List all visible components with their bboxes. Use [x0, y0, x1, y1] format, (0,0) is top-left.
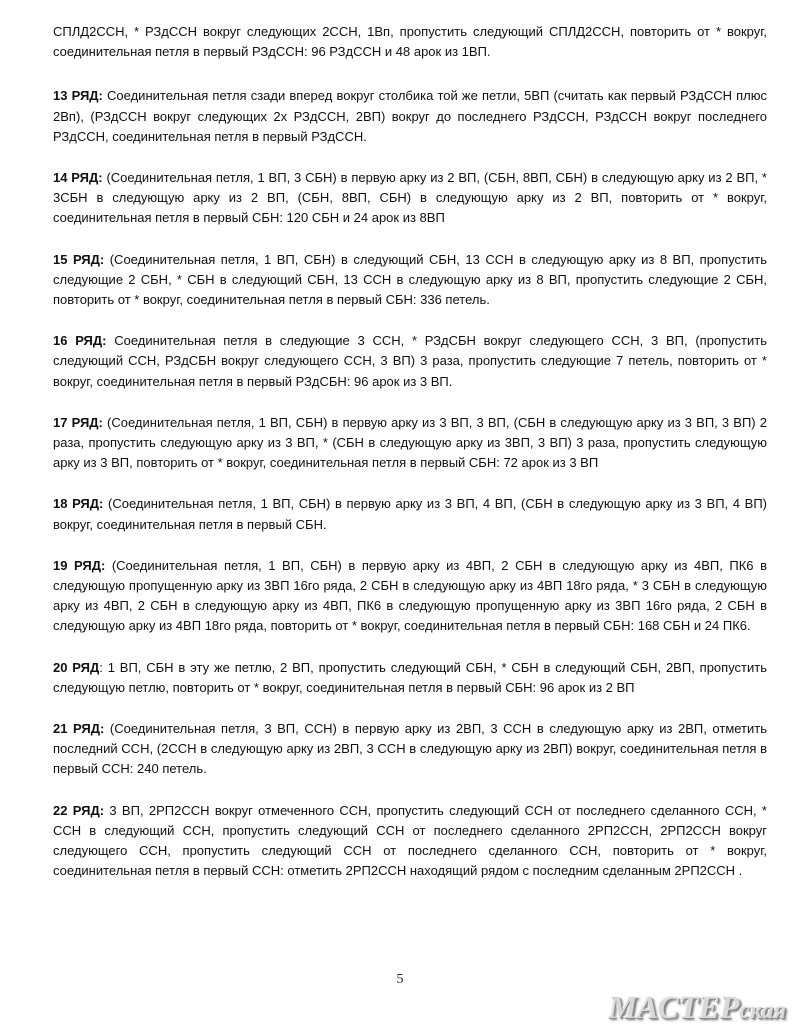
- row-label: 21 РЯД:: [53, 721, 105, 737]
- row-label: 19 РЯД:: [53, 557, 106, 573]
- row-text: : 1 ВП, СБН в эту же петлю, 2 ВП, пропустить следующий СБН, * СБН в следующий СБН, 2ВП, пропустить следующую петлю, повторить от * вокруг, соединительная петля в первый СБН: 96 арок из 2 ВП: [53, 659, 767, 695]
- row-text: (Соединительная петля, 1 ВП, СБН) в первую арку из 3 ВП, 3 ВП, (СБН в следующую арку из 3 ВП, 3 ВП) 2 раза, пропустить следующую арку из 3 ВП, * (СБН в следующую арку из 3ВП, 3 ВП) 3 раза, пропустить следующую арку из 3 ВП, повторить от * вокруг, соединительная петля в первый СБН: 72 арок из 3 ВП: [53, 414, 767, 471]
- row-text: (Соединительная петля, 1 ВП, СБН) в первую арку из 4ВП, 2 СБН в следующую арку из 4ВП, ПК6 в следующую пропущенную арку из 3ВП 16го ряда, 2 СБН в следующую арку из 4ВП 18го ряда, * 3 СБН в следующую арку из 4ВП, 2 СБН в следующую арку из 4ВП, ПК6 в следующую пропущенную арку из 3ВП 16го ряда, 2 СБН в следующую арку из 4ВП 18го ряда, повторить от * вокруг, соединительная петля в первый СБН: 168 СБН и 24 ПК6.: [53, 557, 767, 634]
- row-paragraph: [53, 86, 767, 147]
- row-label: 17 РЯД:: [53, 414, 103, 430]
- watermark-text: МАСТЕР: [608, 989, 740, 1025]
- row-text: (Соединительная петля, 1 ВП, 3 СБН) в первую арку из 2 ВП, (СБН, 8ВП, СБН) в следующую арку из 2 ВП, * 3СБН в следующую арку из 2 ВП, (СБН, 8ВП, СБН) в следующую арку из 2 ВП, повторить от * вокруг, соединительная петля в первый СБН: 120 СБН и 24 арок из 8ВП: [53, 170, 767, 226]
- row-label: 13 РЯД:: [53, 88, 103, 104]
- row-paragraph: [53, 413, 767, 474]
- row-paragraph: [53, 250, 767, 311]
- watermark-logo: [609, 989, 786, 1026]
- page-number: 5: [396, 972, 404, 987]
- row-paragraph: [53, 494, 767, 534]
- row-paragraph: [53, 719, 767, 780]
- row-text: Соединительная петля сзади вперед вокруг столбика той же петли, 5ВП (считать как первый РЗдССН плюс 2Вп), (РЗдССН вокруг следующих 2х РЗдССН, 2ВП) вокруг до последнего РЗдССН, РЗдССН вокруг последнего РЗдССН, соединительная петля в первый РЗдССН.: [53, 88, 767, 144]
- watermark-text-small: ская: [739, 998, 786, 1024]
- row-label: 20 РЯД: [53, 659, 100, 675]
- row-label: 16 РЯД:: [53, 333, 107, 349]
- row-label: 22 РЯД:: [53, 802, 105, 818]
- row-paragraph: [53, 331, 767, 392]
- row-paragraph: [53, 801, 767, 882]
- row-label: 14 РЯД:: [53, 170, 103, 186]
- row-label: 15 РЯД:: [53, 251, 105, 267]
- document-body: [53, 22, 767, 903]
- row-text: (Соединительная петля, 1 ВП, СБН) в первую арку из 3 ВП, 4 ВП, (СБН в следующую арку из 3 ВП, 4 ВП) вокруг, соединительная петля в первый СБН.: [53, 496, 767, 532]
- row-label: 18 РЯД:: [53, 496, 104, 512]
- row-text: (Соединительная петля, 1 ВП, СБН) в следующий СБН, 13 ССН в следующую арку из 8 ВП, пропустить следующие 2 СБН, * СБН в следующий СБН, 13 ССН в следующую арку из 8 ВП, пропустить следующие 2 СБН, повторить от * вокруг, соединительная петля в первый СБН: 336 петель.: [53, 251, 767, 308]
- row-text: 3 ВП, 2РП2ССН вокруг отмеченного ССН, пропустить следующий ССН от последнего сделанного ССН, * ССН в следующий ССН, пропустить следующий ССН от последнего сделанного 2РП2ССН, 2РП2ССН вокруг следующего ССН, пропустить следующий ССН от последнего сделанного ССН, повторить от * вокруг, соединительная петля в первый ССН: отметить 2РП2ССН находящий рядом с последним сделанным 2РП2ССН .: [53, 802, 767, 879]
- row-paragraph: [53, 556, 767, 637]
- intro-paragraph: [53, 22, 767, 62]
- row-paragraph: [53, 658, 767, 698]
- row-paragraph: [53, 168, 767, 229]
- row-text: (Соединительная петля, 3 ВП, ССН) в первую арку из 2ВП, 3 ССН в следующую арку из 2ВП, отметить последний ССН, (2ССН в следующую арку из 2ВП, 3 ССН в следующую арку из 2ВП) вокруг, соединительная петля в первый ССН: 240 петель.: [53, 721, 767, 777]
- intro-text: СПЛД2ССН, * РЗдССН вокруг следующих 2ССН, 1Вп, пропустить следующий СПЛД2ССН, повторить от * вокруг, соединительная петля в первый РЗдССН: 96 РЗдССН и 48 арок из 1ВП.: [53, 24, 767, 60]
- row-text: Соединительная петля в следующие 3 ССН, * РЗдСБН вокруг следующего ССН, 3 ВП, (пропустить следующий ССН, РЗдСБН вокруг следующего ССН, 3 ВП) 3 раза, пропустить следующие 7 петель, повторить от * вокруг, соединительная петля в первый РЗдСБН: 96 арок из 3 ВП.: [53, 333, 767, 389]
